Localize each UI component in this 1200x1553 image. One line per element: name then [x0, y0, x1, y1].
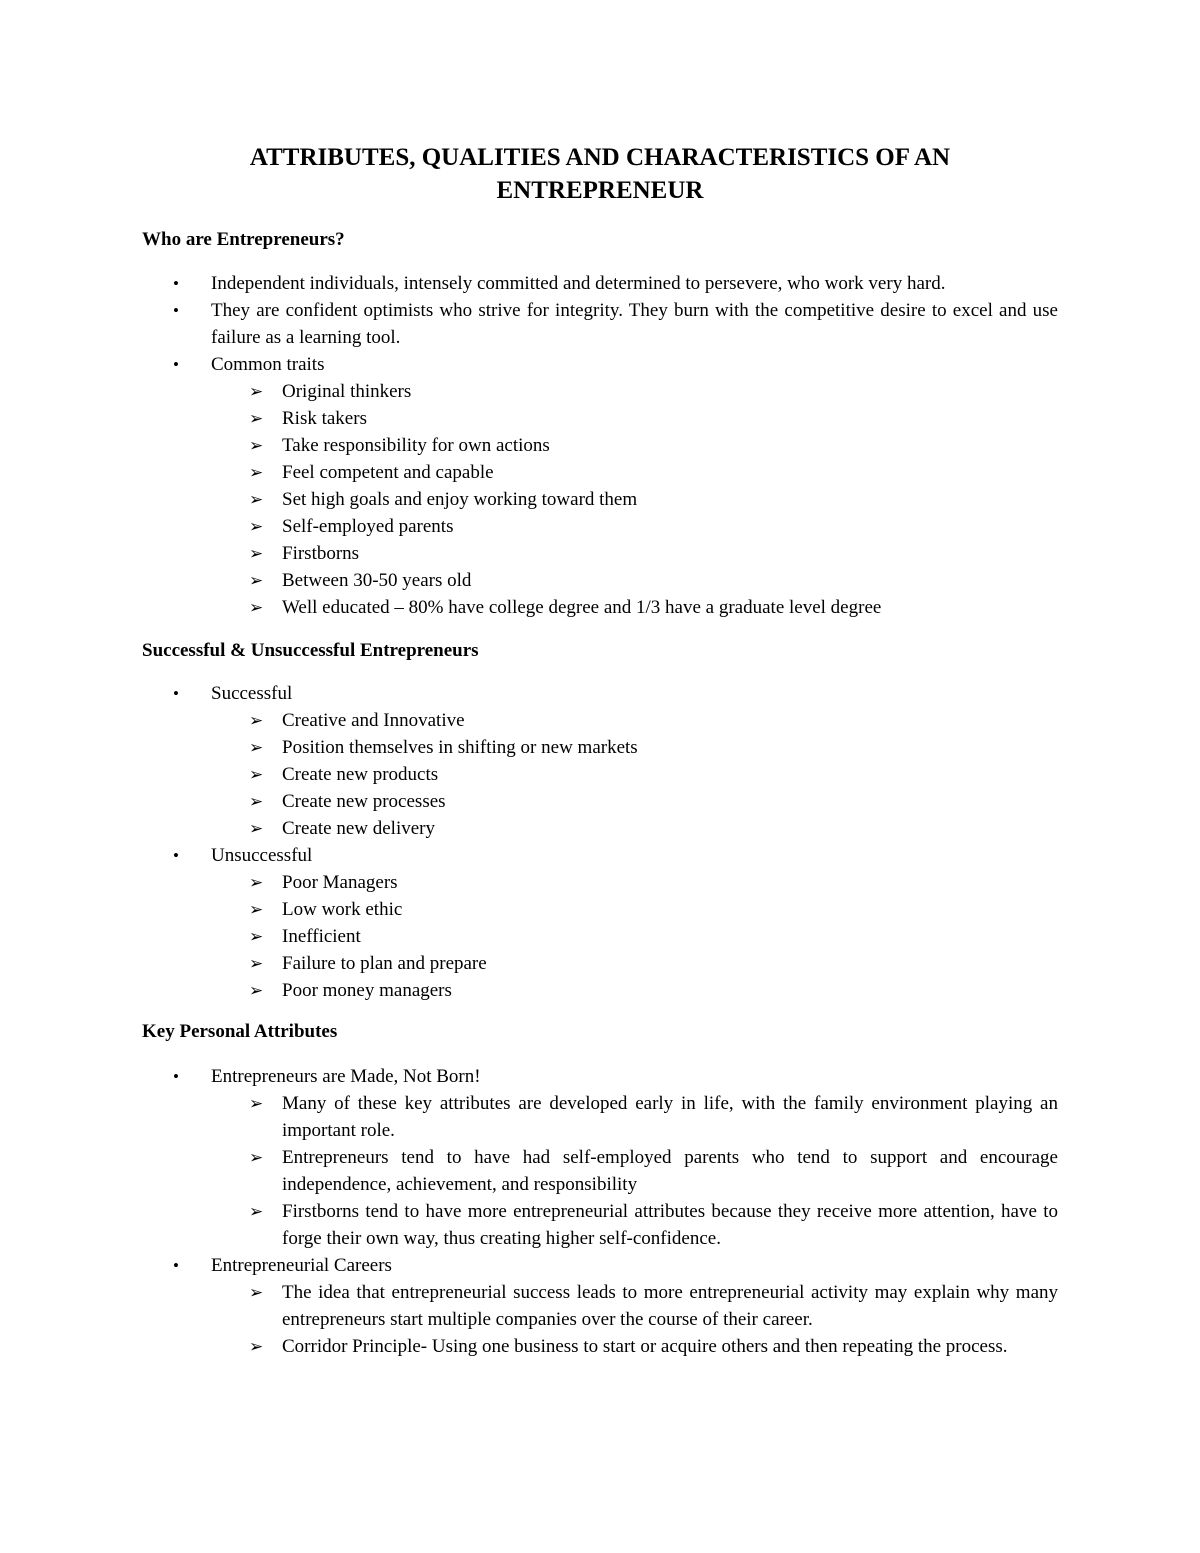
arrow-bullet-icon: ➢ — [249, 382, 264, 401]
arrow-bullet-icon: ➢ — [249, 792, 264, 811]
sub-bullet-item — [0, 459, 1200, 486]
sub-bullet-item — [0, 378, 1200, 405]
bullet-text: Entrepreneurial Careers — [211, 1255, 392, 1276]
arrow-bullet-icon: ➢ — [249, 490, 264, 509]
sub-bullet-item — [0, 896, 1200, 923]
sub-bullet-text: Well educated – 80% have college degree and 1/3 have a graduate level degree — [282, 597, 882, 618]
arrow-bullet-icon: ➢ — [249, 819, 264, 838]
arrow-bullet-icon: ➢ — [249, 409, 264, 428]
sub-bullet-item — [0, 707, 1200, 734]
sub-bullet-text: Original thinkers — [282, 381, 412, 402]
arrow-bullet-icon: ➢ — [249, 981, 264, 1000]
bullet-item — [0, 351, 1200, 378]
sub-bullet-text: Create new processes — [282, 791, 446, 812]
document-title — [142, 141, 1058, 207]
arrow-bullet-icon: ➢ — [249, 954, 264, 973]
bullet-text: Successful — [211, 683, 293, 704]
sub-bullet-item — [0, 1090, 1200, 1144]
bullet-item — [0, 842, 1200, 869]
arrow-bullet-icon: ➢ — [249, 873, 264, 892]
bullet-dot-icon: • — [173, 846, 179, 865]
arrow-bullet-icon: ➢ — [249, 711, 264, 730]
sub-bullet-item — [0, 734, 1200, 761]
arrow-bullet-icon: ➢ — [249, 1148, 264, 1167]
sub-bullet-item — [0, 405, 1200, 432]
sub-bullet-text: The idea that entrepreneurial success leads to more entrepreneurial activity may explain why many entrepreneurs start multiple companies over the course of their career. — [282, 1282, 1058, 1330]
title-line-1: ATTRIBUTES, QUALITIES AND CHARACTERISTICS OF AN — [249, 144, 951, 171]
section-list-successful-unsuccessful — [0, 680, 1200, 1004]
sub-bullet-text: Creative and Innovative — [282, 710, 465, 731]
sub-bullet-text: Between 30-50 years old — [282, 570, 472, 591]
arrow-bullet-icon: ➢ — [249, 927, 264, 946]
arrow-bullet-icon: ➢ — [249, 900, 264, 919]
bullet-dot-icon: • — [173, 274, 179, 293]
sub-bullet-item — [0, 761, 1200, 788]
sub-bullet-item — [0, 1279, 1200, 1333]
bullet-dot-icon: • — [173, 684, 179, 703]
bullet-item — [0, 1063, 1200, 1090]
bullet-item — [0, 1252, 1200, 1279]
arrow-bullet-icon: ➢ — [249, 1283, 264, 1302]
section-list-key-personal-attributes — [0, 1063, 1200, 1360]
bullet-item — [0, 680, 1200, 707]
sub-bullet-text: Feel competent and capable — [282, 462, 494, 483]
sub-bullet-text: Firstborns — [282, 543, 360, 564]
sub-bullet-item — [0, 513, 1200, 540]
section-heading-key-personal-attributes: Key Personal Attributes — [142, 1021, 338, 1042]
sub-bullet-text: Poor Managers — [282, 872, 398, 893]
sub-bullet-text: Inefficient — [282, 926, 361, 947]
sub-bullet-item — [0, 1333, 1200, 1360]
bullet-dot-icon: • — [173, 301, 179, 320]
sub-bullet-text: Self-employed parents — [282, 516, 454, 537]
arrow-bullet-icon: ➢ — [249, 738, 264, 757]
bullet-dot-icon: • — [173, 355, 179, 374]
sub-bullet-item — [0, 815, 1200, 842]
arrow-bullet-icon: ➢ — [249, 1337, 264, 1356]
sub-bullet-item — [0, 486, 1200, 513]
sub-bullet-item — [0, 432, 1200, 459]
arrow-bullet-icon: ➢ — [249, 1202, 264, 1221]
sub-bullet-text: Low work ethic — [282, 899, 403, 920]
sub-bullet-text: Failure to plan and prepare — [282, 953, 487, 974]
bullet-text: Unsuccessful — [211, 845, 313, 866]
sub-bullet-text: Position themselves in shifting or new markets — [282, 737, 638, 758]
bullet-dot-icon: • — [173, 1256, 179, 1275]
sub-bullet-text: Risk takers — [282, 408, 367, 429]
section-heading-who-are-entrepreneurs: Who are Entrepreneurs? — [142, 229, 345, 250]
sub-bullet-text: Firstborns tend to have more entrepreneurial attributes because they receive more attention, have to forge their own way, thus creating higher self-confidence. — [282, 1201, 1058, 1249]
sub-bullet-text: Entrepreneurs tend to have had self-employed parents who tend to support and encourage independence, achievement, and responsibility — [282, 1147, 1058, 1195]
arrow-bullet-icon: ➢ — [249, 436, 264, 455]
arrow-bullet-icon: ➢ — [249, 571, 264, 590]
bullet-text: Common traits — [211, 354, 325, 375]
bullet-text: Independent individuals, intensely committed and determined to persevere, who work very hard. — [211, 273, 946, 294]
sub-bullet-text: Many of these key attributes are developed early in life, with the family environment playing an important role. — [282, 1093, 1058, 1141]
sub-bullet-item — [0, 567, 1200, 594]
arrow-bullet-icon: ➢ — [249, 598, 264, 617]
title-line-2: ENTREPRENEUR — [496, 177, 704, 204]
sub-bullet-item — [0, 788, 1200, 815]
bullet-item — [0, 297, 1200, 351]
sub-bullet-text: Create new products — [282, 764, 439, 785]
sub-bullet-item — [0, 1144, 1200, 1198]
sub-bullet-item — [0, 869, 1200, 896]
bullet-text: Entrepreneurs are Made, Not Born! — [211, 1066, 481, 1087]
sub-bullet-text: Set high goals and enjoy working toward them — [282, 489, 638, 510]
arrow-bullet-icon: ➢ — [249, 517, 264, 536]
arrow-bullet-icon: ➢ — [249, 1094, 264, 1113]
sub-bullet-text: Corridor Principle- Using one business to start or acquire others and then repeating the process. — [282, 1336, 1008, 1357]
sub-bullet-item — [0, 594, 1200, 621]
sub-bullet-text: Take responsibility for own actions — [282, 435, 550, 456]
sub-bullet-text: Poor money managers — [282, 980, 452, 1001]
arrow-bullet-icon: ➢ — [249, 544, 264, 563]
bullet-item — [0, 270, 1200, 297]
section-list-who-are-entrepreneurs — [0, 270, 1200, 621]
sub-bullet-item — [0, 950, 1200, 977]
sub-bullet-item — [0, 977, 1200, 1004]
sub-bullet-item — [0, 1198, 1200, 1252]
bullet-dot-icon: • — [173, 1067, 179, 1086]
bullet-text: They are confident optimists who strive for integrity. They burn with the competitive desire to excel and use failure as a learning tool. — [211, 300, 1058, 348]
sub-bullet-item — [0, 923, 1200, 950]
sub-bullet-text: Create new delivery — [282, 818, 435, 839]
arrow-bullet-icon: ➢ — [249, 463, 264, 482]
arrow-bullet-icon: ➢ — [249, 765, 264, 784]
section-heading-successful-unsuccessful: Successful & Unsuccessful Entrepreneurs — [142, 640, 479, 661]
sub-bullet-item — [0, 540, 1200, 567]
